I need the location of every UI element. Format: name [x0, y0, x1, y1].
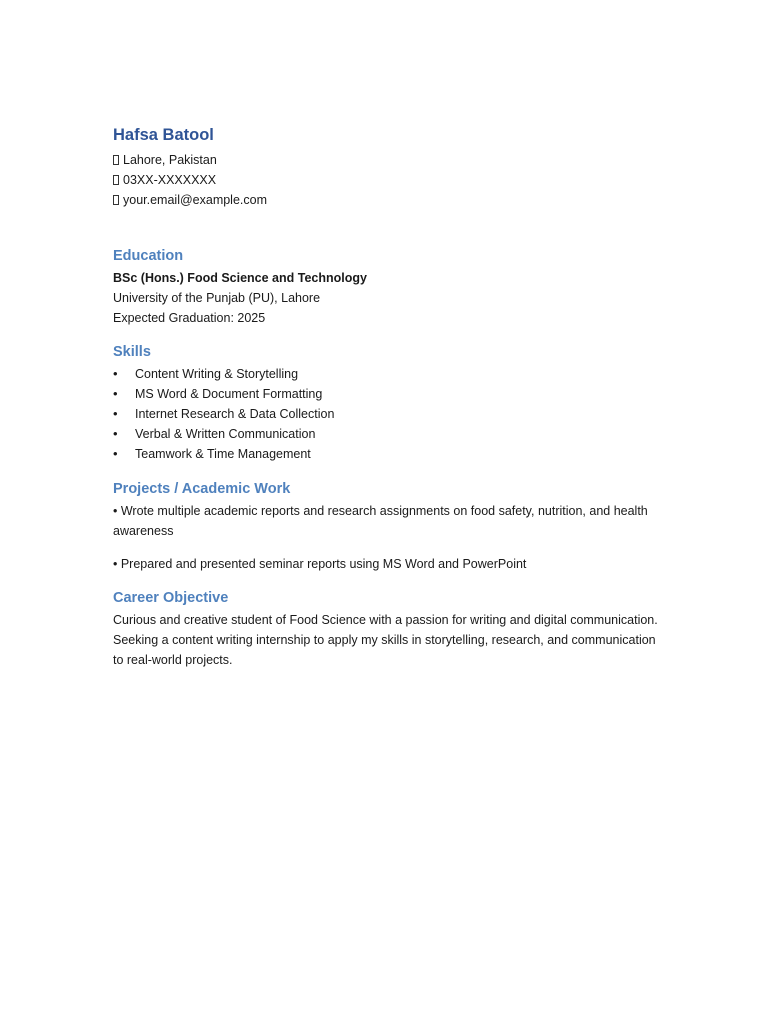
location-text: Lahore, Pakistan	[123, 153, 217, 167]
skills-list	[113, 364, 658, 464]
project-item: • Wrote multiple academic reports and research assignments on food safety, nutrition, and health awareness	[113, 504, 648, 538]
list-item	[113, 424, 658, 444]
education-heading: Education	[113, 248, 184, 264]
objective-heading: Career Objective	[113, 590, 229, 606]
objective-text: Curious and creative student of Food Science with a passion for writing and digital communication. Seeking a content writing internship to apply my skills in storytelling, research, and communication to real-world projects.	[113, 613, 658, 667]
email-line	[113, 190, 658, 210]
institution-text: University of the Punjab (PU), Lahore	[113, 291, 321, 305]
bullet-icon: •	[113, 426, 118, 441]
bullet-icon: •	[113, 406, 118, 421]
phone-icon	[113, 175, 119, 185]
skill-text: Content Writing & Storytelling	[135, 367, 299, 381]
location-line	[113, 150, 658, 170]
skill-text: Internet Research & Data Collection	[135, 407, 335, 421]
location-icon	[113, 155, 119, 165]
bullet-icon: •	[113, 386, 118, 401]
list-item	[113, 404, 658, 424]
phone-line	[113, 170, 658, 190]
skill-text: Verbal & Written Communication	[135, 427, 316, 441]
phone-text: 03XX-XXXXXXX	[123, 173, 217, 187]
graduation-text: Expected Graduation: 2025	[113, 311, 266, 325]
projects-heading: Projects / Academic Work	[113, 481, 291, 497]
applicant-name: Hafsa Batool	[113, 126, 214, 144]
bullet-icon: •	[113, 366, 118, 381]
list-item	[113, 444, 658, 464]
list-item	[113, 384, 658, 404]
list-item	[113, 364, 658, 384]
skill-text: MS Word & Document Formatting	[135, 387, 323, 401]
bullet-icon: •	[113, 446, 118, 461]
email-icon	[113, 195, 119, 205]
resume-page	[113, 124, 658, 670]
email-text: your.email@example.com	[123, 193, 267, 207]
project-item: • Prepared and presented seminar reports using MS Word and PowerPoint	[113, 557, 527, 571]
skill-text: Teamwork & Time Management	[135, 447, 311, 461]
degree-text: BSc (Hons.) Food Science and Technology	[113, 271, 367, 285]
skills-heading: Skills	[113, 344, 151, 360]
